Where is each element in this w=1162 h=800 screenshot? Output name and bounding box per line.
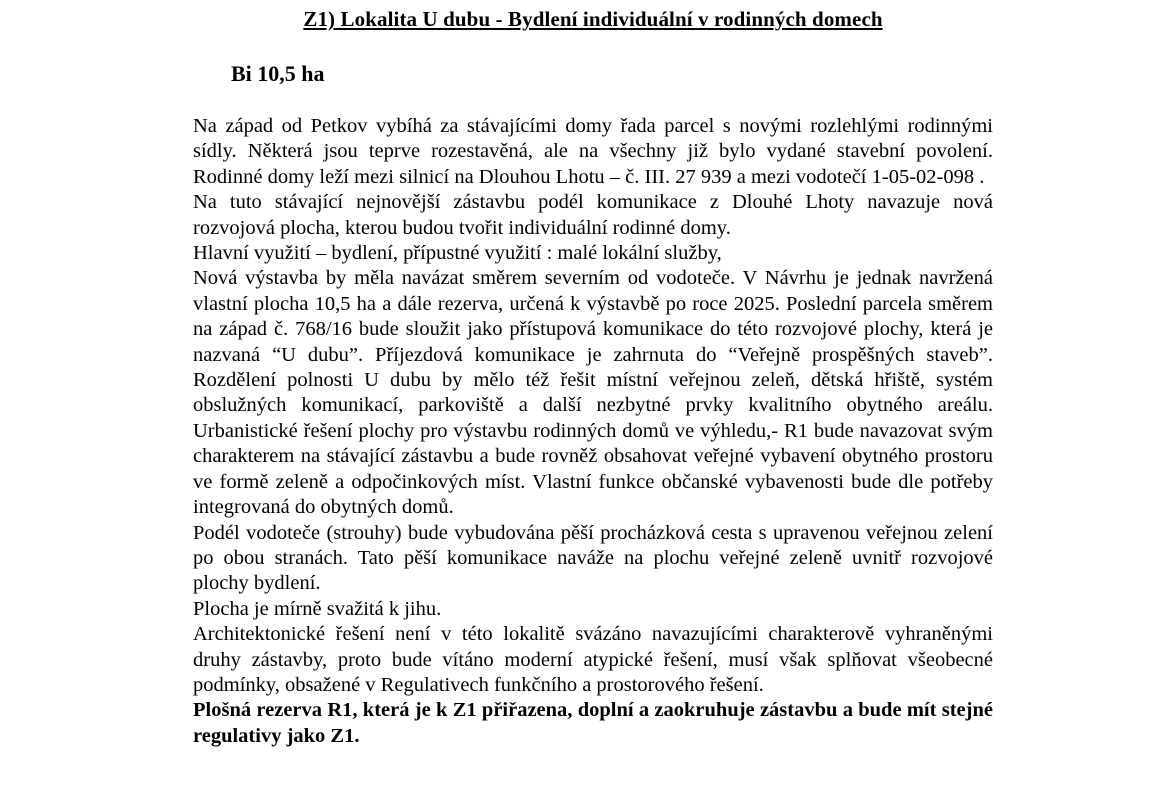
- section-subtitle: Bi 10,5 ha: [231, 61, 325, 86]
- paragraph-4: Nová výstavba by měla navázat směrem severním od vodoteče. V Návrhu je jednak navržená vlastní plocha 10,5 ha a dále rezerva, určená k výstavbě po roce 2025. Poslední parcela směrem na západ č. 768/16 bude sloužit jako přístupová komunikace do této rozvojové plochy, která je nazvaná “U dubu”. Příjezdová komunikace je zahrnuta do “Veřejně prospěšných staveb”. Rozdělení polnosti U dubu by mělo též řešit místní veřejnou zeleň, dětská hřiště, systém obslužných komunikací, parkoviště a další nezbytné prvky kvalitního obytného areálu. Urbanistické řešení plochy pro výstavbu rodinných domů ve výhledu,- R1 bude navazovat svým charakterem na stávající zástavbu a bude rovněž obsahovat veřejné vybavení obytného prostoru ve formě zeleně a odpočinkových míst. Vlastní funkce občanské vybavenosti bude dle potřeby integrovaná do obytných domů.: [193, 267, 993, 519]
- paragraph-6: Plocha je mírně svažitá k jihu.: [193, 597, 442, 620]
- page-title: Z1) Lokalita U dubu - Bydlení individuální v rodinných domech: [303, 7, 883, 31]
- paragraph-8: Plošná rezerva R1, která je k Z1 přiřazena, doplní a zaokruhuje zástavbu a bude mít stejné regulativy jako Z1.: [193, 699, 993, 747]
- document-body: [193, 0, 993, 749]
- paragraph-3: Hlavní využití – bydlení, přípustné využití : malé lokální služby,: [193, 242, 722, 265]
- paragraph-7: Architektonické řešení není v této lokalitě svázáno navazujícími charakterově vyhraněnými druhy zástavby, proto bude vítáno moderní atypické řešení, musí však splňovat všeobecné podmínky, obsažené v Regulativech funkčního a prostorového řešení.: [193, 623, 993, 696]
- paragraph-5: Podél vodoteče (strouhy) bude vybudována pěší procházková cesta s upravenou veřejnou zelení po obou stranách. Tato pěší komunikace naváže na plochu veřejné zeleně uvnitř rozvojové plochy bydlení.: [193, 521, 993, 595]
- paragraph-2: Na tuto stávající nejnovější zástavbu podél komunikace z Dlouhé Lhoty navazuje nová rozvojová plocha, kterou budou tvořit individuální rodinné domy.: [193, 191, 993, 239]
- paragraph-1: Na západ od Petkov vybíhá za stávajícími domy řada parcel s novými rozlehlými rodinnými sídly. Některá jsou teprve rozestavěná, ale na všechny již bylo vydané stavební povolení. Rodinné domy leží mezi silnicí na Dlouhou Lhotu – č. III. 27 939 a mezi vodotečí 1-05-02-098 .: [193, 115, 993, 188]
